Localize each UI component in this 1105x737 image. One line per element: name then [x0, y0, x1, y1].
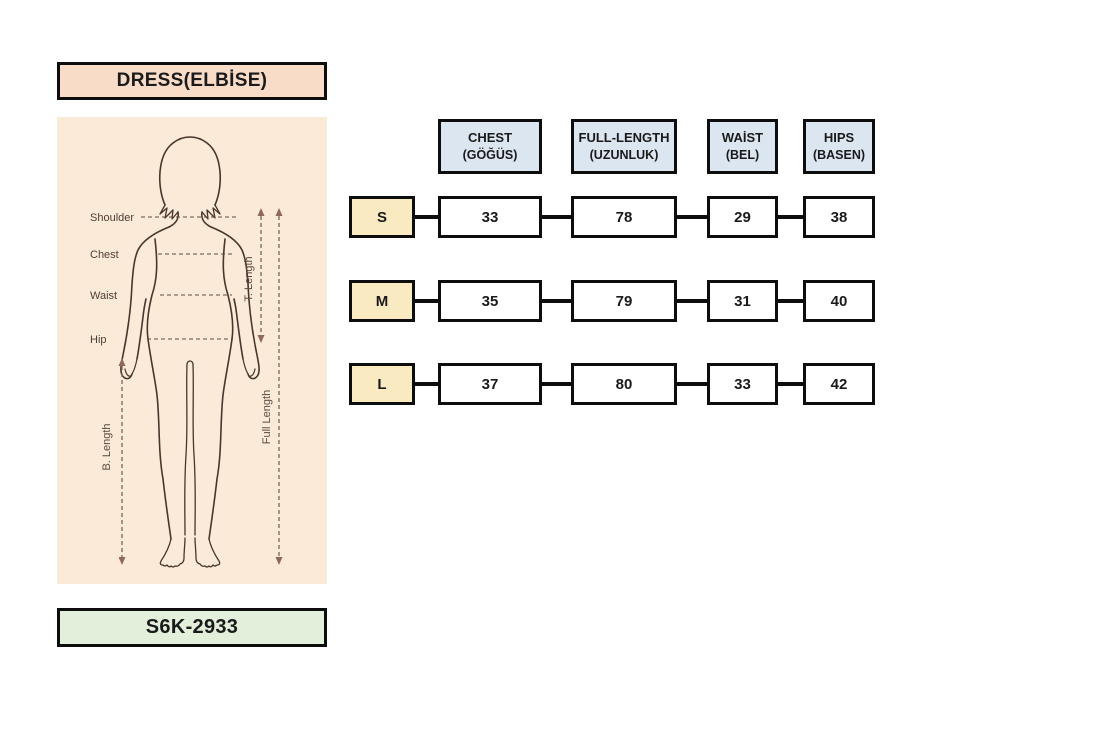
- waist-label: Waist: [90, 290, 118, 302]
- header-full-length-tr: (UZUNLUK): [589, 147, 659, 162]
- header-waist-tr: (BEL): [725, 147, 760, 162]
- header-chest-en: CHEST: [467, 129, 513, 145]
- value-s-chest: 33: [438, 196, 542, 238]
- value-m-waist: 31: [707, 280, 778, 322]
- value-l-waist: 33: [707, 363, 778, 405]
- chest-label: Chest: [90, 249, 119, 261]
- header-chest-tr: (GÖĞÜS): [462, 147, 518, 162]
- size-box-l: L: [349, 363, 415, 405]
- value-l-chest: 37: [438, 363, 542, 405]
- header-hips-en: HIPS: [823, 129, 855, 145]
- size-box-s: S: [349, 196, 415, 238]
- value-l-full-length: 80: [571, 363, 677, 405]
- column-header-hips: [803, 119, 875, 174]
- connector-line: [414, 382, 439, 386]
- header-waist-en: WAİST: [721, 129, 764, 145]
- t-length-label: T. Length: [243, 256, 255, 302]
- value-m-chest: 35: [438, 280, 542, 322]
- garment-title-label: DRESS(ELBİSE): [116, 70, 268, 91]
- value-s-waist: 29: [707, 196, 778, 238]
- connector-line: [676, 299, 708, 303]
- connector-line: [777, 215, 804, 219]
- column-header-full-length: [571, 119, 677, 174]
- connector-line: [777, 382, 804, 386]
- hip-label: Hip: [90, 334, 107, 346]
- body-outline-figure: [121, 137, 259, 567]
- body-figure-svg: [57, 117, 327, 584]
- size-box-m: M: [349, 280, 415, 322]
- b-length-label: B. Length: [101, 423, 113, 471]
- value-s-hips: 38: [803, 196, 875, 238]
- value-m-hips: 40: [803, 280, 875, 322]
- column-header-waist: [707, 119, 778, 174]
- connector-line: [676, 215, 708, 219]
- header-hips-tr: (BASEN): [812, 147, 866, 162]
- column-header-chest: [438, 119, 542, 174]
- length-arrows: [122, 216, 279, 557]
- connector-line: [541, 215, 572, 219]
- shoulder-label: Shoulder: [90, 212, 135, 224]
- connector-line: [777, 299, 804, 303]
- garment-title-box: [57, 62, 327, 100]
- product-code-label: S6K-2933: [145, 616, 239, 638]
- value-l-hips: 42: [803, 363, 875, 405]
- connector-line: [414, 299, 439, 303]
- connector-line: [541, 382, 572, 386]
- connector-line: [414, 215, 439, 219]
- arrowheads: [119, 208, 283, 565]
- full-length-label: Full Length: [261, 389, 273, 445]
- connector-line: [676, 382, 708, 386]
- connector-line: [541, 299, 572, 303]
- header-full-length-en: FULL-LENGTH: [578, 129, 670, 145]
- value-s-full-length: 78: [571, 196, 677, 238]
- value-m-full-length: 79: [571, 280, 677, 322]
- body-measurement-diagram: [57, 117, 327, 584]
- product-code-box: [57, 608, 327, 647]
